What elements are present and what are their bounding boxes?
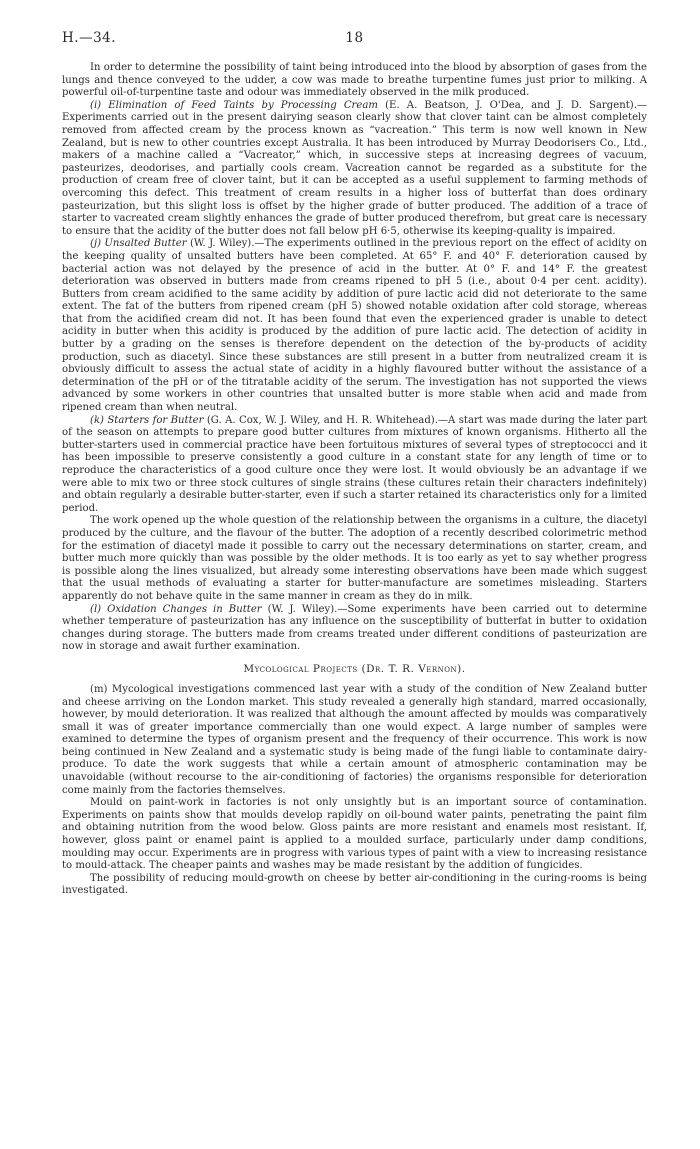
paragraph-text: (G. A. Cox, W. J. Wiley, and H. R. Whitehead).—A start was made during the later part of the season on attempts to prepare good butter cultures from mixtures of known organisms. Hitherto all the butter-starters used in commercial practice have been fortuitous mixtures of several types of streptococci and it has been impossible to preserve consistently a good culture in a constant state for any length of time or to reproduce the characteristics of a good culture once they were lost. It would obviously be an advantage if we were able to mix two or three stock cultures of single strains (these cultures retain their characters indefinitely) and obtain regularly a desirable butter-starter, even if such a starter retained its characteristics only for a limited period.	[62, 414, 647, 514]
paragraph-text: (E. A. Beatson, J. O'Dea, and J. D. Sargent).—Experiments carried out in the present dairying season clearly show that clover taint can be almost completely removed from affected cream by the process known as “vacreation.” This term is now well known in New Zealand, but is new to other countries except Australia. It has been introduced by Murray Deodorisers Co., Ltd., makers of a machine called a “Vacreator,” which, in successive steps at increasing degrees of vacuum, pasteurizes, deodorises, and partially cools cream. Vacreation cannot be regarded as a substitute for the production of cream free of clover taint, but it can be accepted as a useful supplement to farming methods of overcoming this defect. This treatment of cream results in a higher loss of butterfat than does ordinary pasteurization, but this slight loss is offset by the higher grade of butter produced. The addition of a trace of starter to vacreated cream slightly enhances the grade of butter produced therefrom, but great care is necessary to ensure that the acidity of the butter does not fall below pH 6·5, otherwise its keeping-quality is impaired.	[62, 99, 647, 237]
section-heading-mycological: Mycological Projects (Dr. T. R. Vernon).	[243, 662, 466, 675]
paragraph-text: (W. J. Wiley).—The experiments outlined in the previous report on the effect of acidity on the keeping quality of unsalted butters have been completed. At 65° F. and 40° F. deterioration caused by bacterial action was not delayed by the presence of acid in the butter. At 0° F. and 14° F. the greatest deterioration was observed in butters made from creams ripened to pH 5 (i.e., about 0·4 per cent. acidity). Butters from cream acidified to the same acidity by addition of pure lactic acid did not deteriorate to the same extent. The fat of the butters from ripened cream (pH 5) showed notable oxidation after cold storage, whereas that from the acidified cream did not. It has been found that even the experienced grader is unable to detect acidity in butter when this acidity is produced by the addition of pure lactic acid. The detection of acidity in butter by a grading on the senses is therefore dependent on the detection of the by-products of acidity production, such as diacetyl. Since these substances are still present in a butter from neutralized cream it is obviously difficult to assess the actual state of acidity in a highly flavoured butter without the assistance of a determination of the pH or of the titratable acidity of the serum. The investigation has not supported the views advanced by some workers in other countries that unsalted butter is more stable when acid and made from ripened cream than when neutral.	[62, 238, 647, 414]
document-body	[62, 62, 647, 898]
report-code: H.—34.	[62, 30, 117, 46]
paragraph-label: (i) Elimination of Feed Taints by Processing Cream	[90, 99, 378, 111]
paragraph-label: (j) Unsalted Butter	[90, 238, 187, 250]
paragraph-mould-paint	[62, 797, 647, 873]
paragraph-text: In order to determine the possibility of taint being introduced into the blood by absorption of gases from the lungs and thence conveyed to the udder, a cow was made to breathe turpentine fumes just prior to milking. A powerful oil-of-turpentine taste and odour was immediately observed in the milk produced.	[62, 62, 647, 99]
paragraph-taint	[62, 62, 647, 100]
paragraph-text: Mould on paint-work in factories is not only unsightly but is an important source of contamination. Experiments on paints show that moulds develop rapidly on oil-bound water paints, penetrating the paint film and obtaining nutrition from the wood below. Gloss paints are more resistant and enamels most resistant. If, however, gloss paint or enamel paint is applied to a moulded surface, particularly under damp conditions, moulding may occur. Experiments are in progress with various types of paint with a view to increasing resistance to mould-attack. The cheaper paints and washes may be made resistant by the addition of fungicides.	[62, 797, 647, 872]
paragraph-feed-taints	[62, 100, 647, 239]
paragraph-text: (W. J. Wiley).—Some experiments have been carried out to determine whether temperature of pasteurization has any influence on the susceptibility of butterfat in butter to oxidation changes during storage. The butters made from creams treated under different conditions of pasteurization are now in storage and await further examination.	[62, 603, 647, 653]
paragraph-text: The possibility of reducing mould-growth on cheese by better air-conditioning in the curing-rooms is being investigated.	[62, 872, 647, 897]
paragraph-label: (k) Starters for Butter	[90, 414, 204, 426]
paragraph-text: (m) Mycological investigations commenced last year with a study of the condition of New Zealand butter and cheese arriving on the London market. This study revealed a generally high standard, marred occasionally, however, by mould deterioration. It was realized that although the amount affected by moulds was comparatively small it was of greater importance commercially than one would expect. A large number of samples were examined to determine the types of organism present and the frequency of their occurrence. This work is now being continued in New Zealand and a systematic study is being made of the fungi liable to contaminate dairy-produce. To date the work suggests that while a certain amount of atmospheric contamination may be unavoidable (without recourse to the air-conditioning of factories) the organisms responsible for deterioration come mainly from the factories themselves.	[62, 683, 647, 796]
paragraph-diacetyl	[62, 515, 647, 603]
paragraph-cheese	[62, 873, 647, 898]
paragraph-oxidation	[62, 604, 647, 654]
page-number: 18	[345, 30, 364, 46]
paragraph-label: (l) Oxidation Changes in Butter	[90, 603, 262, 615]
paragraph-unsalted-butter	[62, 238, 647, 414]
paragraph-starters	[62, 415, 647, 516]
page-header	[62, 30, 647, 56]
paragraph-text: The work opened up the whole question of the relationship between the organisms in a culture, the diacetyl produced by the culture, and the flavour of the butter. The adoption of a recently described colorimetric method for the estimation of diacetyl made it possible to carry out the necessary determinations on starter, cream, and butter much more quickly than was possible by the older methods. It is too early as yet to say whether progress is possible along the lines visualized, but already some interesting observations have been made which suggest that the usual methods of evaluating a starter for butter-manufacture are sometimes misleading. Starters apparently do not behave quite in the same manner in cream as they do in milk.	[62, 515, 647, 602]
paragraph-mycological	[62, 684, 647, 797]
document-page	[62, 30, 647, 898]
